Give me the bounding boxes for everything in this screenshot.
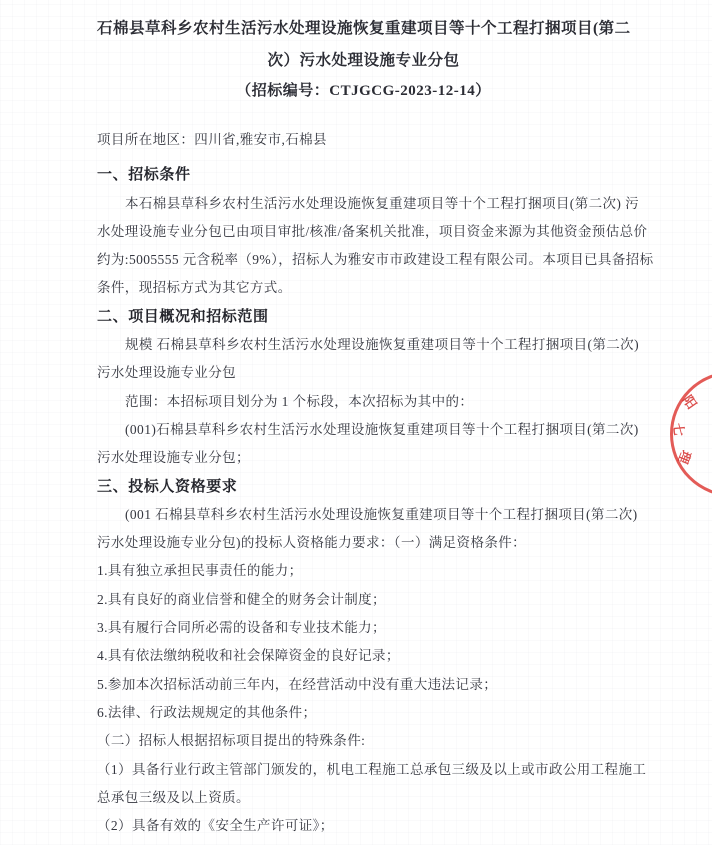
document-title-line-2: 次）污水处理设施专业分包 (267, 52, 460, 69)
section-heading-1: 一、招标条件 (97, 167, 191, 184)
section-heading-3: 三、投标人资格要求 (97, 478, 238, 495)
special-condition-1-cont: 总承包三级及以上资质。 (97, 789, 250, 805)
qualification-item-2: 2.具有良好的商业信誉和健全的财务会计制度； (97, 591, 386, 607)
special-condition-2: （2）具备有效的《安全生产许可证》； (97, 818, 334, 834)
qualification-item-4: 4.具有依法缴纳税收和社会保障资金的良好记录； (97, 648, 400, 664)
special-condition-1: （1）具备行业行政主管部门颁发的，机电工程施工总承包三级及以上或市政公用工程施工 (97, 761, 647, 777)
paragraph-line: (001 石棉县草科乡农村生活污水处理设施恢复重建项目等十个工程打捆项目(第二次) (125, 506, 638, 522)
paragraph-line: (001)石棉县草科乡农村生活污水处理设施恢复重建项目等十个工程打捆项目(第二次) (125, 421, 639, 437)
paragraph-line: 约为:5005555 元含税率（9%），招标人为雅安市市政建设工程有限公司。本项目已具备招标 (97, 252, 654, 268)
paragraph-line: 范围：本招标项目划分为 1 个标段，本次招标为其中的： (125, 393, 474, 409)
paragraph-line: 污水处理设施专业分包)的投标人资格能力要求：（一）满足资格条件： (97, 535, 527, 551)
tender-number: （招标编号：CTJGCG-2023-12-14） (236, 83, 491, 99)
document-title-line-1: 石棉县草科乡农村生活污水处理设施恢复重建项目等十个工程打捆项目(第二 (97, 20, 631, 37)
qualification-item-6: 6.法律、行政法规规定的其他条件； (97, 704, 317, 720)
section-heading-2: 二、项目概况和招标范围 (97, 308, 269, 325)
special-conditions-line: （二）招标人根据招标项目提出的特殊条件: (97, 733, 366, 749)
official-seal-char: 阳 (679, 392, 700, 412)
paragraph-line: 水处理设施专业分包已由项目审批/核准/备案机关批准，项目资金来源为其他资金预估总价 (97, 223, 648, 239)
official-seal-char: 理 (675, 448, 694, 466)
official-seal-char: 七 (670, 422, 687, 437)
qualification-item-5: 5.参加本次招标活动前三年内，在经营活动中没有重大违法记录； (97, 676, 498, 692)
qualification-item-1: 1.具有独立承担民事责任的能力； (97, 563, 303, 579)
qualification-item-3: 3.具有履行合同所必需的设备和专业技术能力； (97, 620, 386, 636)
project-location-line: 项目所在地区：四川省,雅安市,石棉县 (97, 132, 327, 147)
paragraph-line: 本石棉县草科乡农村生活污水处理设施恢复重建项目等十个工程打捆项目(第二次) 污 (125, 195, 639, 211)
paragraph-line: 污水处理设施专业分包 (97, 365, 236, 381)
paragraph-line: 条件，现招标方式为其它方式。 (97, 280, 292, 296)
paragraph-line: 污水处理设施专业分包； (97, 450, 250, 466)
paragraph-line: 规模 石棉县草科乡农村生活污水处理设施恢复重建项目等十个工程打捆项目(第二次) (125, 337, 639, 353)
